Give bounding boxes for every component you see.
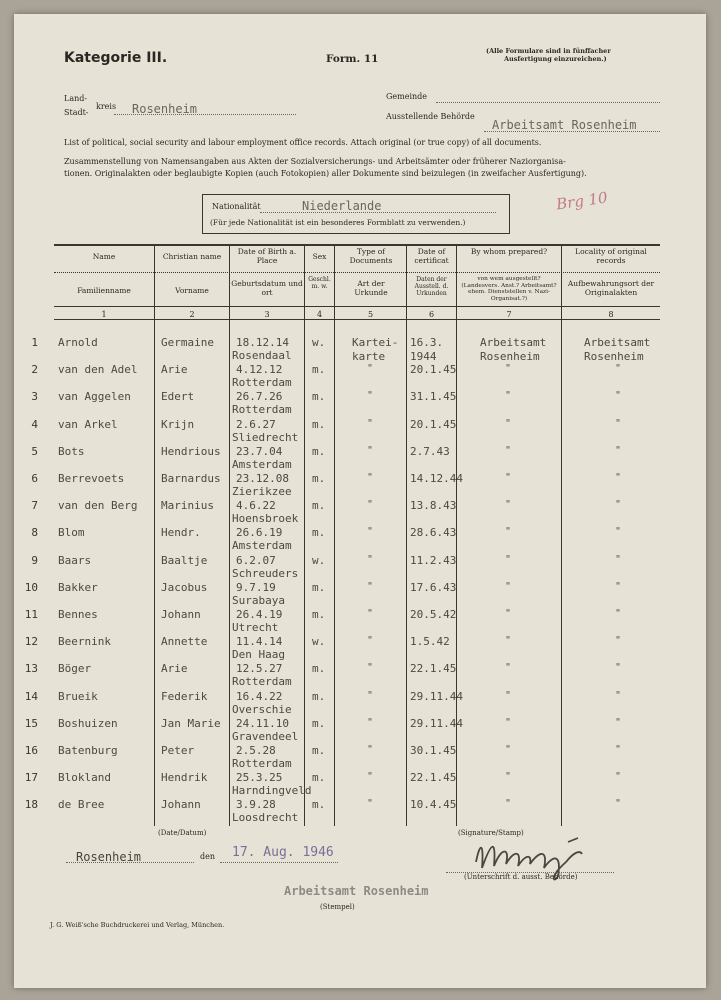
doc-type-cell: " [366, 553, 374, 565]
sex-cell: m. [312, 472, 326, 485]
table-header-rule [54, 306, 660, 307]
row-number: 11 [24, 608, 38, 621]
cert-date-cell: 16.3. [410, 336, 444, 349]
behoerde-label: Ausstellende Behörde [386, 112, 475, 121]
birth-date-cell: 26.4.19 [236, 608, 283, 621]
den-label: den [200, 852, 216, 861]
cert-date-cell: 22.1.45 [410, 771, 457, 785]
birth-place-cell: Surabaya [232, 593, 285, 607]
gemeinde-dotline [436, 102, 660, 103]
nationality-label: Nationalität [212, 202, 261, 211]
doc-type-cell: " [366, 472, 374, 483]
doc-type-cell: Kartei- [352, 336, 399, 349]
handwritten-note: Brg 10 [554, 188, 609, 214]
surname-cell: van den Berg [58, 499, 138, 513]
row-number: 15 [24, 716, 38, 730]
surname-cell: Batenburg [58, 744, 118, 757]
given-name-cell: Federik [161, 689, 208, 703]
form-sheet [14, 14, 706, 988]
given-name-cell: Hendr. [161, 526, 201, 540]
sex-cell: m. [312, 662, 326, 676]
row-number: 3 [31, 390, 38, 404]
surname-cell: Arnold [58, 336, 98, 349]
date-value: 17. Aug. 1946 [232, 845, 334, 860]
row-number: 1 [31, 336, 38, 349]
col-header-de-7: von wem ausgestellt? (Landesvers. Anst.? Arbeitsamt? ehem. Dienststellen v. Nazi-Organisat.?) [461, 276, 557, 302]
row1-loc-line2: Rosenheim [584, 350, 644, 363]
row-number: 9 [31, 553, 38, 567]
sex-cell: m. [312, 716, 326, 730]
cert-date-cell: 31.1.45 [410, 390, 457, 404]
sex-cell: m. [312, 526, 326, 540]
locality-cell: " [614, 526, 622, 538]
sex-cell: m. [312, 689, 326, 703]
signature-caption: (Signature/Stamp) [458, 829, 524, 837]
col-header-en-3: Date of Birth a. Place [237, 247, 297, 265]
given-name-cell: Arie [161, 662, 188, 676]
birth-date-cell: 26.6.19 [236, 526, 283, 540]
surname-cell: Baars [58, 553, 92, 567]
locality-cell: " [614, 798, 622, 810]
birth-place-cell: Amsterdam [232, 457, 292, 471]
birth-date-cell: 18.12.14 [236, 336, 289, 349]
sex-cell: m. [312, 608, 326, 621]
category-title: Kategorie III. [64, 50, 168, 66]
doc-type-cell: " [366, 662, 374, 674]
cert-date-cell: 11.2.43 [410, 553, 457, 567]
locality-cell: " [614, 689, 622, 701]
row-number: 5 [31, 444, 38, 458]
cert-date-cell: 22.1.45 [410, 662, 457, 676]
col-header-en-4: Sex [312, 252, 327, 261]
prepared-by-cell: " [504, 798, 512, 810]
cert-date-cell: 10.4.45 [410, 798, 457, 812]
birth-date-cell: 12.5.27 [236, 662, 283, 676]
table-num-rule [54, 319, 660, 320]
given-name-cell: Hendrious [161, 444, 221, 458]
birth-date-cell: 25.3.25 [236, 771, 283, 785]
col-header-en-2: Christian name [162, 252, 222, 261]
row-number: 6 [31, 472, 38, 485]
birth-place-cell: Gravendeel [232, 729, 299, 743]
row-number: 12 [24, 635, 38, 649]
birth-place-cell: Schreuders [232, 566, 299, 580]
surname-cell: Böger [58, 662, 92, 676]
cert-date-cell: 1.5.42 [410, 635, 450, 649]
given-name-cell: Johann [161, 798, 201, 812]
given-name-cell: Johann [161, 608, 201, 621]
surname-cell: de Bree [58, 798, 105, 812]
row-number: 2 [31, 363, 38, 377]
copies-note-1: (Alle Formulare sind in fünffacher [486, 47, 611, 55]
stadt-label: Stadt- [64, 108, 89, 117]
surname-cell: van Aggelen [58, 390, 131, 404]
prepared-by-cell: " [504, 526, 512, 538]
birth-place-cell: Rotterdam [232, 757, 292, 770]
sex-cell: w. [312, 635, 326, 649]
stamp-caption: (Stempel) [320, 903, 355, 911]
sex-cell: m. [312, 444, 326, 458]
cert-date-cell: 29.11.44 [410, 716, 463, 730]
col-header-de-4: Geschl. m. w. [308, 276, 331, 290]
col-header-en-5: Type of Documents [349, 247, 393, 265]
german-instruction-1: Zusammenstellung von Namensangaben aus Akten der Sozialversicherungs- und Arbeitsämter oder früherer Naziorganisa- [64, 157, 566, 166]
doc-type-cell: " [366, 744, 374, 755]
doc-type-cell: " [366, 608, 374, 619]
kreis-dotline [114, 114, 296, 115]
birth-place-cell: Harndingveld [232, 784, 312, 798]
col-header-en-8: Locality of original records [575, 247, 647, 265]
surname-cell: van Arkel [58, 417, 118, 431]
prepared-by-cell: " [504, 608, 512, 619]
given-name-cell: Jan Marie [161, 716, 221, 730]
row-number: 16 [24, 744, 38, 757]
row-number: 7 [31, 499, 38, 513]
row1-doc-line2: karte [352, 350, 386, 363]
row-number: 17 [24, 771, 38, 785]
german-instruction-2: tionen. Originalakten oder beglaubigte Kopien (auch Fotokopien) aller Dokumente sind beizulegen (in zweifacher Ausfertigung). [64, 169, 587, 178]
birth-date-cell: 26.7.26 [236, 390, 283, 404]
birth-place-cell: Rotterdam [232, 675, 292, 689]
birth-date-cell: 3.9.28 [236, 798, 276, 812]
surname-cell: Boshuizen [58, 716, 118, 730]
sex-cell: w. [312, 553, 326, 567]
birth-place-cell: Utrecht [232, 621, 279, 634]
col-header-de-1: Familienname [77, 286, 131, 295]
doc-type-cell: " [366, 580, 374, 592]
col-header-de-8: Aufbewahrungsort der Originalakten [567, 279, 655, 297]
given-name-cell: Marinius [161, 499, 214, 513]
sex-cell: m. [312, 363, 326, 377]
doc-type-cell: " [366, 689, 374, 701]
prepared-by-cell: " [504, 417, 512, 429]
locality-cell: " [614, 499, 622, 511]
doc-type-cell: " [366, 635, 374, 647]
row-number: 10 [24, 580, 38, 594]
given-name-cell: Edert [161, 390, 195, 404]
land-label: Land- [64, 94, 88, 103]
gemeinde-label: Gemeinde [386, 92, 428, 101]
nationality-note: (Für jede Nationalität ist ein besonderes Formblatt zu verwenden.) [210, 218, 466, 227]
doc-type-cell: " [366, 444, 374, 456]
birth-date-cell: 23.7.04 [236, 444, 283, 458]
col-number-2: 2 [189, 310, 195, 319]
birth-place-cell: Rosendaal [232, 349, 292, 362]
cert-date-cell: 17.6.43 [410, 580, 457, 594]
locality-cell: " [614, 580, 622, 592]
locality-cell: " [614, 716, 622, 728]
cert-date-cell: 14.12.44 [410, 472, 463, 485]
row-number: 18 [24, 798, 38, 812]
given-name-cell: Peter [161, 744, 195, 757]
surname-cell: Bakker [58, 580, 98, 594]
col-divider-5 [406, 244, 407, 826]
row-number: 4 [31, 417, 38, 431]
kreis-value: Rosenheim [132, 102, 198, 116]
place-value: Rosenheim [76, 850, 142, 864]
surname-cell: Bennes [58, 608, 98, 621]
col-header-en-1: Name [92, 252, 116, 261]
birth-place-cell: Sliedrecht [232, 430, 299, 444]
cert-date-cell: 28.6.43 [410, 526, 457, 540]
cert-date-cell: 20.5.42 [410, 608, 457, 621]
surname-cell: Brueik [58, 689, 98, 703]
given-name-cell: Germaine [161, 336, 214, 349]
col-number-8: 8 [608, 310, 614, 319]
prepared-by-cell: " [504, 363, 512, 375]
surname-cell: Blokland [58, 771, 111, 785]
birth-place-cell: Overschie [232, 702, 292, 716]
surname-cell: Berrevoets [58, 472, 125, 485]
prepared-by-cell: " [504, 716, 512, 728]
col-divider-2 [229, 244, 230, 826]
birth-date-cell: 16.4.22 [236, 689, 283, 703]
surname-cell: Blom [58, 526, 85, 540]
locality-cell: " [614, 417, 622, 429]
row-number: 8 [31, 526, 38, 540]
given-name-cell: Annette [161, 635, 208, 649]
prepared-by-cell: " [504, 444, 512, 456]
prepared-by-cell: " [504, 744, 512, 755]
birth-date-cell: 23.12.08 [236, 472, 289, 485]
birth-place-cell: Rotterdam [232, 376, 292, 390]
col-header-de-6: Daten der Ausstell. d. Urkunden [414, 276, 449, 297]
col-number-5: 5 [367, 310, 374, 319]
birth-place-cell: Den Haag [232, 648, 285, 662]
given-name-cell: Hendrik [161, 771, 208, 785]
doc-type-cell: " [366, 390, 374, 402]
sex-cell: m. [312, 580, 326, 594]
given-name-cell: Jacobus [161, 580, 208, 594]
row1-by-line2: Rosenheim [480, 350, 540, 363]
behoerde-value: Arbeitsamt Rosenheim [492, 118, 637, 132]
locality-cell: " [614, 662, 622, 674]
copies-note-2: Ausfertigung einzureichen.) [504, 55, 607, 63]
birth-place-cell: Amsterdam [232, 539, 292, 553]
birth-place-cell: Zierikzee [232, 485, 292, 498]
locality-cell: " [614, 472, 622, 483]
doc-type-cell: " [366, 771, 374, 783]
birth-place-cell: Rotterdam [232, 403, 292, 417]
row1-date-line2: 1944 [410, 350, 437, 363]
col-header-de-2: Vorname [175, 286, 209, 295]
doc-type-cell: " [366, 716, 374, 728]
prepared-by-cell: " [504, 553, 512, 565]
doc-type-cell: " [366, 363, 374, 375]
prepared-by-cell: " [504, 390, 512, 402]
col-header-en-7: By whom prepared? [470, 247, 548, 256]
col-header-de-3: Geburtsdatum und ort [231, 279, 303, 297]
sex-cell: m. [312, 417, 326, 431]
sex-cell: m. [312, 798, 326, 812]
col-divider-3 [304, 244, 305, 826]
birth-date-cell: 2.5.28 [236, 744, 276, 757]
locality-cell: " [614, 744, 622, 755]
cert-date-cell: 30.1.45 [410, 744, 457, 757]
given-name-cell: Baaltje [161, 553, 208, 567]
locality-cell: " [614, 635, 622, 647]
col-header-en-6: Date of certificat [414, 247, 449, 265]
prepared-by-cell: Arbeitsamt [480, 336, 547, 349]
cert-date-cell: 13.8.43 [410, 499, 457, 513]
col-divider-7 [561, 244, 562, 826]
table-mid-rule [54, 272, 660, 273]
cert-date-cell: 20.1.45 [410, 363, 457, 377]
given-name-cell: Arie [161, 363, 188, 377]
birth-date-cell: 6.2.07 [236, 553, 276, 567]
sex-cell: m. [312, 390, 326, 404]
locality-cell: Arbeitsamt [584, 336, 651, 349]
prepared-by-cell: " [504, 662, 512, 674]
col-divider-4 [334, 244, 335, 826]
sex-cell: m. [312, 499, 326, 513]
given-name-cell: Barnardus [161, 472, 221, 485]
form-number: Form. 11 [326, 53, 379, 65]
birth-place-cell: Loosdrecht [232, 811, 299, 825]
col-number-7: 7 [506, 310, 512, 319]
locality-cell: " [614, 608, 622, 619]
given-name-cell: Krijn [161, 417, 195, 431]
cert-date-cell: 29.11.44 [410, 689, 463, 703]
locality-cell: " [614, 444, 622, 456]
col-number-6: 6 [428, 310, 435, 319]
sex-cell: m. [312, 744, 326, 757]
surname-cell: Bots [58, 444, 85, 458]
col-header-de-5: Art der Urkunde [354, 279, 388, 297]
sex-cell: m. [312, 771, 326, 785]
surname-cell: Beernink [58, 635, 111, 649]
locality-cell: " [614, 771, 622, 783]
prepared-by-cell: " [504, 689, 512, 701]
date-caption: (Date/Datum) [158, 829, 207, 837]
birth-date-cell: 4.6.22 [236, 499, 276, 513]
place-dotline [66, 862, 194, 863]
prepared-by-cell: " [504, 472, 512, 483]
birth-date-cell: 11.4.14 [236, 635, 283, 649]
col-divider-1 [154, 244, 155, 826]
birth-date-cell: 2.6.27 [236, 417, 276, 431]
locality-cell: " [614, 363, 622, 375]
behoerde-dotline [484, 131, 660, 132]
printer-line: J. G. Weiß'sche Buchdruckerei und Verlag, München. [50, 921, 225, 929]
locality-cell: " [614, 390, 622, 402]
sex-cell: w. [312, 336, 326, 349]
birth-date-cell: 9.7.19 [236, 580, 276, 594]
birth-date-cell: 24.11.10 [236, 716, 289, 730]
prepared-by-cell: " [504, 771, 512, 783]
doc-type-cell: " [366, 499, 374, 511]
table-top-rule [54, 244, 660, 246]
signature-caption-de: (Unterschrift d. ausst. Behörde) [464, 873, 578, 881]
row-number: 13 [24, 662, 38, 676]
surname-cell: van den Adel [58, 363, 138, 377]
doc-type-cell: " [366, 417, 374, 429]
birth-place-cell: Hoensbroek [232, 512, 299, 526]
nationality-value: Niederlande [302, 199, 382, 213]
office-stamp: Arbeitsamt Rosenheim [284, 884, 429, 898]
row-number: 14 [24, 689, 38, 703]
col-number-3: 3 [264, 310, 270, 319]
kreis-label: kreis [96, 102, 117, 111]
col-number-4: 4 [316, 310, 323, 319]
prepared-by-cell: " [504, 499, 512, 511]
prepared-by-cell: " [504, 580, 512, 592]
date-dotline [220, 862, 338, 863]
birth-date-cell: 4.12.12 [236, 363, 283, 377]
doc-type-cell: " [366, 798, 374, 810]
col-number-1: 1 [101, 310, 107, 319]
locality-cell: " [614, 553, 622, 565]
english-instruction: List of political, social security and labour employment office records. Attach original (or true copy) of all documents. [64, 138, 542, 147]
cert-date-cell: 2.7.43 [410, 444, 450, 458]
doc-type-cell: " [366, 526, 374, 538]
prepared-by-cell: " [504, 635, 512, 647]
cert-date-cell: 20.1.45 [410, 417, 457, 431]
